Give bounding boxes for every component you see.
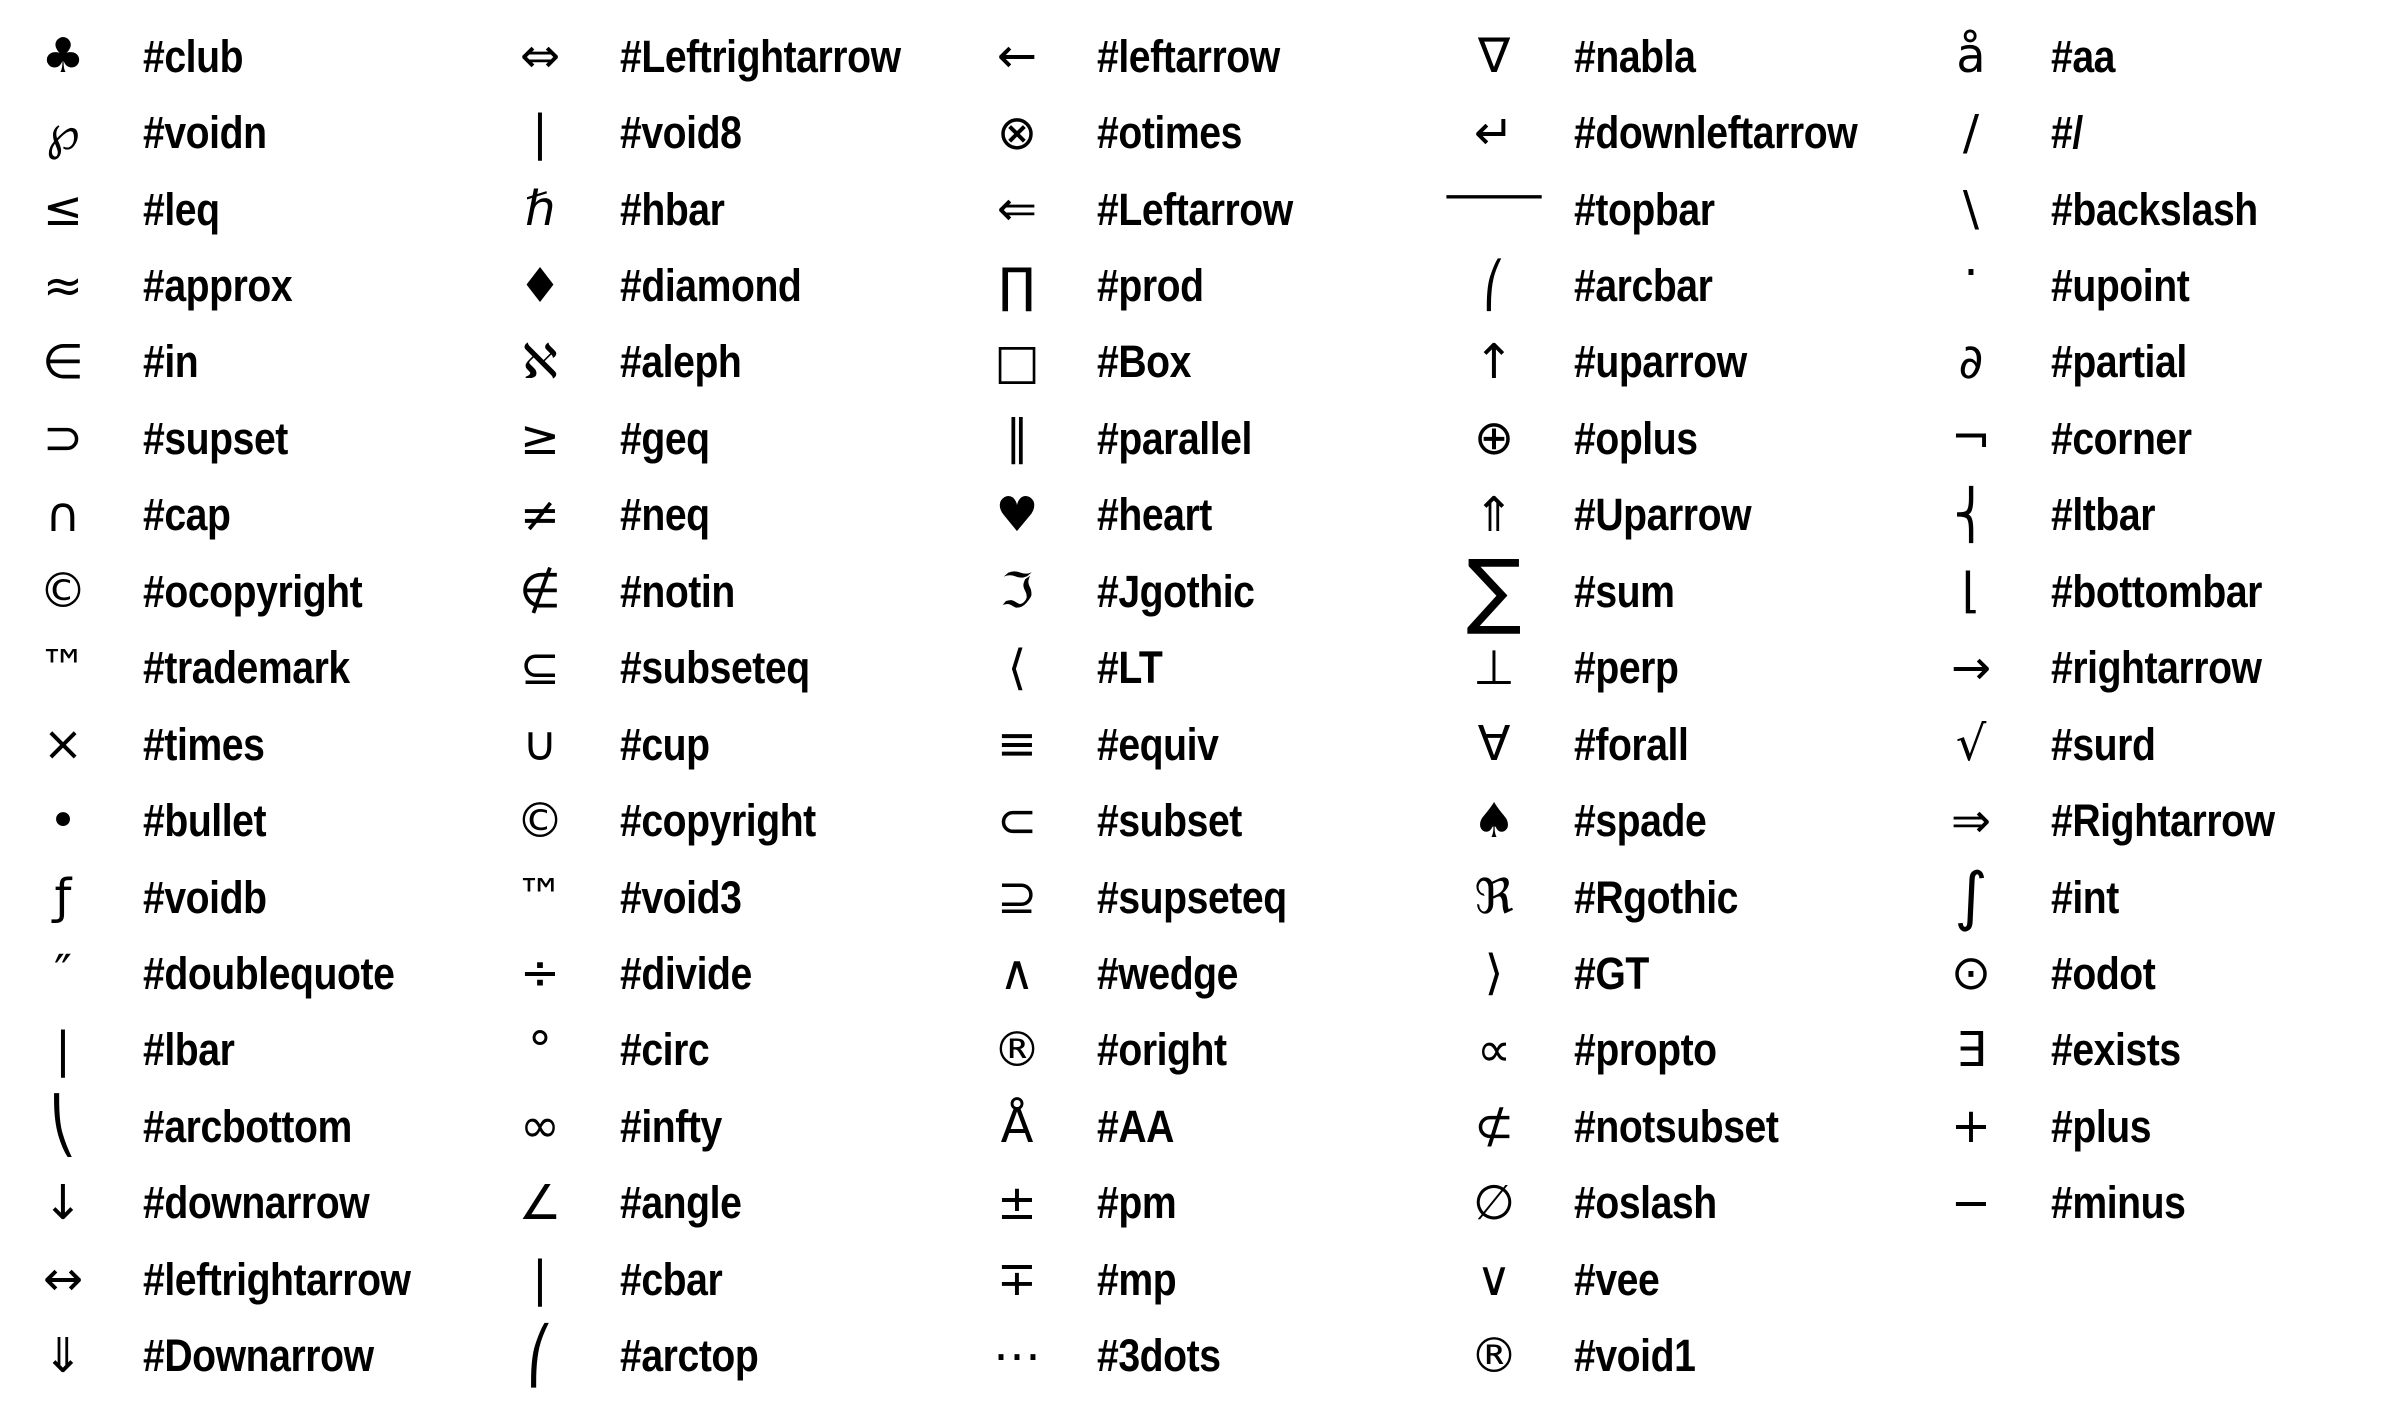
- symbol-glyph: ±: [996, 1174, 1038, 1231]
- symbol-glyph: ×: [42, 716, 84, 773]
- symbol-entry: [497, 1317, 974, 1393]
- symbol-entry: [1928, 630, 2388, 706]
- symbol-glyph: □: [994, 333, 1040, 390]
- symbol-entry: [974, 324, 1451, 400]
- symbol-entry: [1928, 94, 2388, 170]
- symbol-code-label: #upoint: [2051, 260, 2190, 312]
- symbol-code-label: #bottombar: [2051, 565, 2262, 617]
- symbol-code-label: #downarrow: [143, 1177, 370, 1229]
- symbol-code-label: #aleph: [620, 336, 742, 388]
- symbol-code-label: #cbar: [620, 1253, 723, 1305]
- symbol-entry: [1451, 1012, 1928, 1088]
- symbol-code-label: #uparrow: [1574, 336, 1747, 388]
- symbol-code-label: #corner: [2051, 412, 2192, 464]
- symbol-code-label: #doublequote: [143, 947, 395, 999]
- symbol-code-label: #Rightarrow: [2051, 795, 2275, 847]
- symbol-glyph: ⎝: [49, 1094, 77, 1158]
- symbol-glyph: →: [1950, 639, 1992, 696]
- symbol-glyph: ⇑: [1473, 486, 1515, 543]
- symbol-glyph: ∪: [522, 716, 558, 773]
- symbol-entry: [20, 324, 497, 400]
- symbol-glyph: ∀: [1477, 716, 1511, 773]
- symbol-code-label: #pm: [1097, 1177, 1177, 1229]
- symbol-glyph: +: [1950, 1098, 1992, 1155]
- symbol-code-label: #oslash: [1574, 1177, 1717, 1229]
- symbol-entry: [20, 553, 497, 629]
- symbol-code-label: #diamond: [620, 260, 802, 312]
- symbol-entry: [497, 935, 974, 1011]
- symbol-entry: [497, 400, 974, 476]
- symbol-entry: [1928, 477, 2388, 553]
- symbol-glyph: ⋯: [993, 1327, 1041, 1384]
- symbol-entry: [497, 171, 974, 247]
- symbol-code-label: #Leftarrow: [1097, 183, 1293, 235]
- symbol-entry: [497, 247, 974, 323]
- symbol-code-label: #lbar: [143, 1024, 235, 1076]
- symbol-code-label: #infty: [620, 1100, 722, 1152]
- symbol-glyph: ≤: [42, 181, 84, 238]
- symbol-glyph: ⊥: [1473, 639, 1515, 696]
- symbol-glyph: ♦: [518, 257, 562, 314]
- symbol-code-label: #exists: [2051, 1024, 2181, 1076]
- symbol-entry: [20, 400, 497, 476]
- symbol-entry: [1928, 859, 2388, 935]
- symbol-code-label: #voidn: [143, 107, 267, 159]
- symbol-code-label: #copyright: [620, 795, 816, 847]
- symbol-entry: [1451, 1165, 1928, 1241]
- symbol-glyph: ∞: [520, 1098, 560, 1155]
- symbol-entry: [20, 18, 497, 94]
- symbol-code-label: #3dots: [1097, 1330, 1221, 1382]
- symbol-entry: [20, 935, 497, 1011]
- symbol-glyph: ÷: [519, 945, 561, 1002]
- symbol-glyph: \: [1962, 181, 1980, 238]
- symbol-glyph: ⇐: [996, 181, 1038, 238]
- symbol-glyph: ∉: [519, 563, 561, 620]
- symbol-glyph: −: [1950, 1174, 1992, 1231]
- symbol-glyph: ⇓: [42, 1327, 84, 1384]
- symbol-glyph: /: [1962, 104, 1980, 161]
- symbol-entry: [974, 782, 1451, 858]
- symbol-code-label: #Leftrightarrow: [620, 30, 901, 82]
- symbol-code-label: #voidb: [143, 871, 267, 923]
- symbol-entry: [497, 1012, 974, 1088]
- symbol-code-label: #Rgothic: [1574, 871, 1739, 923]
- symbol-glyph: —: [1441, 166, 1547, 223]
- symbol-code-label: #AA: [1097, 1100, 1175, 1152]
- symbol-glyph: ⊕: [1473, 410, 1515, 467]
- symbol-code-label: #partial: [2051, 336, 2187, 388]
- symbol-glyph: ⎛: [526, 1323, 554, 1387]
- symbol-glyph: ∝: [1476, 1021, 1512, 1078]
- symbol-glyph: ©: [516, 792, 564, 849]
- symbol-entry: [974, 1165, 1451, 1241]
- symbol-code-label: #ocopyright: [143, 565, 363, 617]
- symbol-entry: [497, 477, 974, 553]
- symbol-entry: [497, 324, 974, 400]
- symbol-entry: [20, 1088, 497, 1164]
- symbol-entry: [20, 1317, 497, 1393]
- symbol-entry: [1451, 630, 1928, 706]
- symbol-entry: [974, 1241, 1451, 1317]
- symbol-entry: [1928, 171, 2388, 247]
- symbol-code-label: #parallel: [1097, 412, 1252, 464]
- symbol-entry: [497, 1165, 974, 1241]
- symbol-entry: [1928, 18, 2388, 94]
- symbol-glyph: °: [528, 1021, 552, 1078]
- symbol-code-label: #/: [2051, 107, 2083, 159]
- symbol-glyph: ⎨: [1953, 486, 1989, 543]
- symbol-glyph: ·: [1963, 244, 1979, 301]
- symbol-entry: [1451, 477, 1928, 553]
- symbol-entry: [1451, 94, 1928, 170]
- symbol-glyph: ®: [1470, 1327, 1518, 1384]
- symbol-glyph: ⊆: [519, 639, 561, 696]
- symbol-glyph: ∨: [1476, 1251, 1512, 1308]
- symbol-entry: [497, 782, 974, 858]
- symbol-entry: [1928, 1012, 2388, 1088]
- symbol-entry: [20, 247, 497, 323]
- symbol-code-label: #cap: [143, 489, 231, 541]
- symbol-code-label: #Uparrow: [1574, 489, 1752, 541]
- symbol-code-label: #aa: [2051, 30, 2116, 82]
- symbol-entry: [974, 477, 1451, 553]
- symbol-code-label: #int: [2051, 871, 2119, 923]
- symbol-code-label: #Jgothic: [1097, 565, 1255, 617]
- symbol-entry: [497, 553, 974, 629]
- symbol-entry: [1451, 1317, 1928, 1393]
- symbol-code-label: #sum: [1574, 565, 1675, 617]
- symbol-glyph: ≠: [519, 486, 561, 543]
- symbol-glyph: ∅: [1473, 1174, 1515, 1231]
- symbol-glyph: ℑ: [1000, 563, 1034, 620]
- symbol-code-label: #notin: [620, 565, 735, 617]
- symbol-code-label: #approx: [143, 260, 293, 312]
- symbol-glyph: ≥: [519, 410, 561, 467]
- symbol-glyph: ⎛: [1483, 259, 1505, 311]
- symbol-glyph: ⇔: [519, 28, 561, 85]
- symbol-entry: [1451, 1241, 1928, 1317]
- symbol-glyph: |: [531, 104, 549, 161]
- symbol-glyph: ∧: [999, 945, 1035, 1002]
- symbol-glyph: ∈: [42, 333, 84, 390]
- symbol-entry: [1451, 543, 1928, 639]
- symbol-entry: [1928, 1165, 2388, 1241]
- symbol-glyph: ⟨: [1007, 639, 1027, 696]
- symbol-glyph: ∓: [996, 1251, 1038, 1308]
- symbol-glyph: ™: [39, 639, 87, 696]
- symbol-code-label: #plus: [2051, 1100, 2152, 1152]
- symbol-entry: [974, 1088, 1451, 1164]
- symbol-glyph: ®: [993, 1021, 1041, 1078]
- symbol-code-label: #geq: [620, 412, 710, 464]
- symbol-code-label: #notsubset: [1574, 1100, 1779, 1152]
- symbol-entry: [1451, 935, 1928, 1011]
- symbol-code-label: #subseteq: [620, 642, 810, 694]
- symbol-glyph: ″: [54, 945, 72, 1002]
- symbol-code-label: #downleftarrow: [1574, 107, 1858, 159]
- symbol-entry: [20, 171, 497, 247]
- symbol-entry: [974, 1012, 1451, 1088]
- symbol-entry: [20, 1012, 497, 1088]
- symbol-glyph: ∃: [1955, 1021, 1987, 1078]
- symbol-entry: [1451, 782, 1928, 858]
- symbol-glyph: ∇: [1477, 28, 1511, 85]
- symbol-entry: [1928, 400, 2388, 476]
- symbol-code-label: #spade: [1574, 795, 1707, 847]
- symbol-entry: [1451, 859, 1928, 935]
- symbol-glyph: •: [48, 792, 78, 849]
- symbol-glyph: ∫: [1954, 860, 1988, 935]
- symbol-entry: [20, 94, 497, 170]
- symbol-glyph: ↓: [42, 1174, 84, 1231]
- symbol-code-label: #leftarrow: [1097, 30, 1280, 82]
- symbol-code-label: #forall: [1574, 718, 1689, 770]
- symbol-entry: [1928, 324, 2388, 400]
- symbol-glyph: Å: [1000, 1098, 1034, 1155]
- symbol-code-label: #angle: [620, 1177, 742, 1229]
- symbol-code-label: #minus: [2051, 1177, 2186, 1229]
- symbol-entry: [20, 1241, 497, 1317]
- symbol-entry: [1451, 324, 1928, 400]
- symbol-entry: [974, 630, 1451, 706]
- symbol-entry: [497, 94, 974, 170]
- symbol-glyph: ⊗: [996, 104, 1038, 161]
- symbol-glyph: ≡: [996, 716, 1038, 773]
- symbol-entry: [974, 706, 1451, 782]
- symbol-glyph: ⊃: [42, 410, 84, 467]
- symbol-code-label: #hbar: [620, 183, 725, 235]
- symbol-code-label: #surd: [2051, 718, 2156, 770]
- symbol-glyph: ¬: [1950, 410, 1992, 467]
- symbol-entry: [974, 94, 1451, 170]
- symbol-glyph: ⊂: [996, 792, 1038, 849]
- symbol-code-label: #arcbar: [1574, 260, 1713, 312]
- symbol-code-label: #void8: [620, 107, 742, 159]
- symbol-code-label: #prod: [1097, 260, 1204, 312]
- symbol-glyph: ⊙: [1950, 945, 1992, 1002]
- symbol-glyph: ←: [996, 28, 1038, 85]
- symbol-code-label: #supset: [143, 412, 288, 464]
- symbol-entry: [974, 400, 1451, 476]
- symbol-code-label: #perp: [1574, 642, 1679, 694]
- symbol-entry: [1928, 935, 2388, 1011]
- symbol-glyph: ⌊: [1961, 563, 1981, 620]
- symbol-glyph: ∠: [518, 1174, 562, 1231]
- symbol-entry: [974, 247, 1451, 323]
- symbol-entry: [1928, 782, 2388, 858]
- symbol-entry: [974, 935, 1451, 1011]
- symbol-code-label: #vee: [1574, 1253, 1660, 1305]
- symbol-code-label: #times: [143, 718, 265, 770]
- symbol-code-label: #Downarrow: [143, 1330, 374, 1382]
- symbol-code-label: #supseteq: [1097, 871, 1287, 923]
- symbol-code-label: #circ: [620, 1024, 710, 1076]
- symbol-glyph: ↔: [42, 1251, 84, 1308]
- symbol-code-label: #arctop: [620, 1330, 759, 1382]
- symbol-code-label: #equiv: [1097, 718, 1219, 770]
- symbol-entry: [1451, 247, 1928, 323]
- symbol-code-label: #bullet: [143, 795, 267, 847]
- symbol-glyph: ♠: [1472, 792, 1516, 849]
- symbol-entry: [1451, 1088, 1928, 1164]
- symbol-code-label: #void1: [1574, 1330, 1696, 1382]
- symbol-code-label: #leq: [143, 183, 220, 235]
- symbol-glyph: ∥: [1005, 410, 1029, 467]
- symbol-code-label: #cup: [620, 718, 710, 770]
- symbol-glyph: ⊇: [996, 869, 1038, 926]
- symbol-glyph: ™: [516, 869, 564, 926]
- symbol-entry: [497, 630, 974, 706]
- symbol-glyph: √: [1955, 716, 1987, 773]
- symbol-code-label: #oplus: [1574, 412, 1698, 464]
- symbol-code-label: #backslash: [2051, 183, 2258, 235]
- symbol-entry: [20, 477, 497, 553]
- symbol-code-label: #arcbottom: [143, 1100, 352, 1152]
- symbol-code-label: #subset: [1097, 795, 1242, 847]
- symbol-code-label: #in: [143, 336, 199, 388]
- symbol-glyph: |: [531, 1251, 549, 1308]
- symbol-entry: [20, 1165, 497, 1241]
- symbol-glyph: ⊄: [1473, 1098, 1515, 1155]
- symbol-glyph: å: [1956, 28, 1986, 85]
- symbol-code-label: #odot: [2051, 947, 2156, 999]
- symbol-code-label: #otimes: [1097, 107, 1242, 159]
- symbol-entry: [20, 630, 497, 706]
- symbol-glyph: ⇒: [1950, 792, 1992, 849]
- symbol-glyph: ≈: [42, 257, 84, 314]
- symbol-code-label: #GT: [1574, 947, 1649, 999]
- symbol-entry: [1928, 706, 2388, 782]
- symbol-code-label: #neq: [620, 489, 710, 541]
- symbol-glyph: ∏: [998, 257, 1036, 314]
- symbol-entry: [497, 1088, 974, 1164]
- symbol-code-label: #wedge: [1097, 947, 1238, 999]
- symbol-entry: [1928, 244, 2388, 323]
- symbol-entry: [497, 706, 974, 782]
- symbol-code-label: #club: [143, 30, 244, 82]
- symbol-code-label: #void3: [620, 871, 742, 923]
- symbol-glyph: ℏ: [524, 181, 556, 238]
- symbol-glyph: ♥: [995, 486, 1039, 543]
- symbol-entry: [1451, 400, 1928, 476]
- symbol-code-label: #leftrightarrow: [143, 1253, 411, 1305]
- symbol-glyph: ℵ: [522, 333, 558, 390]
- symbol-glyph: ƒ: [54, 869, 72, 926]
- symbol-glyph: ♣: [41, 28, 85, 85]
- symbol-entry: [497, 18, 974, 94]
- symbol-entry: [1928, 553, 2388, 629]
- symbol-code-label: #ltbar: [2051, 489, 2156, 541]
- symbol-code-label: #mp: [1097, 1253, 1177, 1305]
- symbol-entry: [20, 782, 497, 858]
- symbol-code-label: #divide: [620, 947, 752, 999]
- symbol-entry: [974, 171, 1451, 247]
- symbol-code-label: #nabla: [1574, 30, 1696, 82]
- symbol-entry: [974, 859, 1451, 935]
- symbol-entry: [974, 18, 1451, 94]
- symbol-glyph: ↑: [1473, 333, 1515, 390]
- symbol-entry: [974, 553, 1451, 629]
- symbol-entry: [974, 1317, 1451, 1393]
- symbol-glyph: ℜ: [1474, 869, 1514, 926]
- symbol-code-label: #heart: [1097, 489, 1212, 541]
- symbol-code-label: #Box: [1097, 336, 1192, 388]
- symbol-code-label: #propto: [1574, 1024, 1717, 1076]
- symbol-entry: [20, 706, 497, 782]
- symbol-code-label: #trademark: [143, 642, 350, 694]
- symbol-glyph: ⟩: [1484, 945, 1504, 1002]
- symbol-entry: [497, 1241, 974, 1317]
- symbol-glyph: ∂: [1958, 333, 1984, 390]
- symbol-entry: [1441, 166, 1928, 247]
- symbol-code-label: #rightarrow: [2051, 642, 2262, 694]
- symbol-code-label: #topbar: [1574, 183, 1715, 235]
- symbol-entry: [1928, 1088, 2388, 1164]
- symbol-entry: [497, 859, 974, 935]
- symbol-glyph: ∩: [45, 486, 81, 543]
- symbol-glyph: ©: [39, 563, 87, 620]
- symbol-entry: [20, 859, 497, 935]
- symbol-code-label: #LT: [1097, 642, 1163, 694]
- symbol-glyph: |: [54, 1021, 72, 1078]
- symbol-entry: [1451, 18, 1928, 94]
- symbol-code-label: #oright: [1097, 1024, 1227, 1076]
- symbol-glyph: ∑: [1466, 543, 1522, 639]
- symbol-glyph: ↵: [1473, 104, 1515, 161]
- symbol-entry: [1451, 706, 1928, 782]
- symbol-glyph: ℘: [46, 104, 80, 161]
